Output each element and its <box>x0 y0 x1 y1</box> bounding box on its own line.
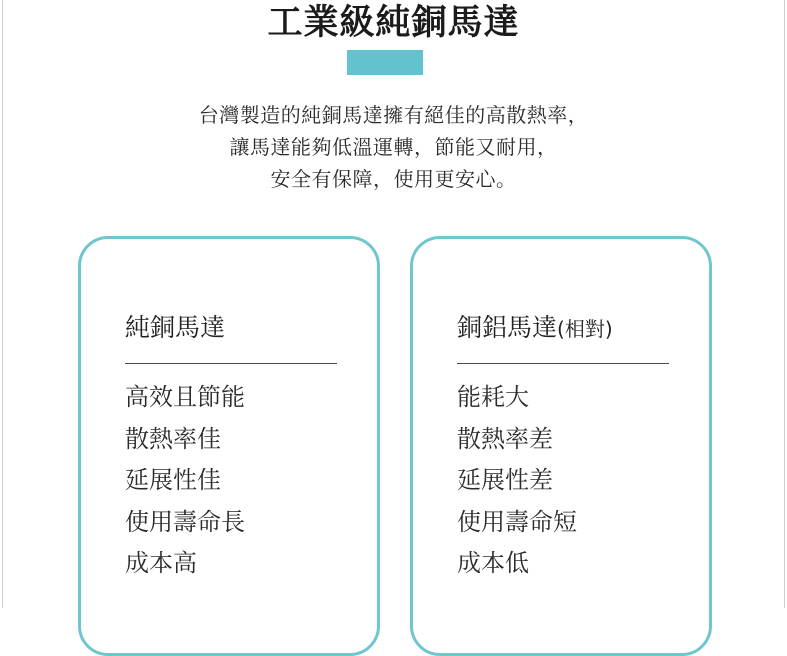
page-right-border <box>784 0 785 608</box>
card-title <box>457 311 613 346</box>
list-item: 能耗大 <box>457 383 529 411</box>
list-item: 延展性差 <box>457 466 553 494</box>
list-item: 成本低 <box>457 549 529 577</box>
list-item: 延展性佳 <box>125 466 221 494</box>
card-divider <box>457 363 669 364</box>
list-item: 高效且節能 <box>125 383 245 411</box>
intro-line-3: 安全有保障，使用更安心。 <box>270 167 517 191</box>
card-title <box>125 311 225 346</box>
card-divider <box>125 363 337 364</box>
card-title-text: 銅鋁馬達 <box>457 313 558 342</box>
feature-list <box>457 377 577 585</box>
comparison-card-copper-aluminum <box>410 236 712 656</box>
feature-list <box>125 377 245 585</box>
intro-paragraph <box>0 99 787 195</box>
card-title-text: 純銅馬達 <box>125 313 226 342</box>
list-item: 成本高 <box>125 549 197 577</box>
intro-line-2: 讓馬達能夠低溫運轉，節能又耐用， <box>229 135 558 159</box>
page-left-border <box>2 0 3 608</box>
page-title: 工業級純銅馬達 <box>267 3 520 43</box>
intro-line-1: 台灣製造的純銅馬達擁有絕佳的高散熱率， <box>198 103 589 127</box>
list-item: 散熱率差 <box>457 424 553 453</box>
list-item: 使用壽命長 <box>125 507 245 536</box>
comparison-card-pure-copper <box>78 236 380 656</box>
title-accent-bar <box>347 50 423 75</box>
list-item: 使用壽命短 <box>457 507 577 536</box>
list-item: 散熱率佳 <box>125 424 221 453</box>
card-title-suffix: (相對) <box>557 317 613 341</box>
